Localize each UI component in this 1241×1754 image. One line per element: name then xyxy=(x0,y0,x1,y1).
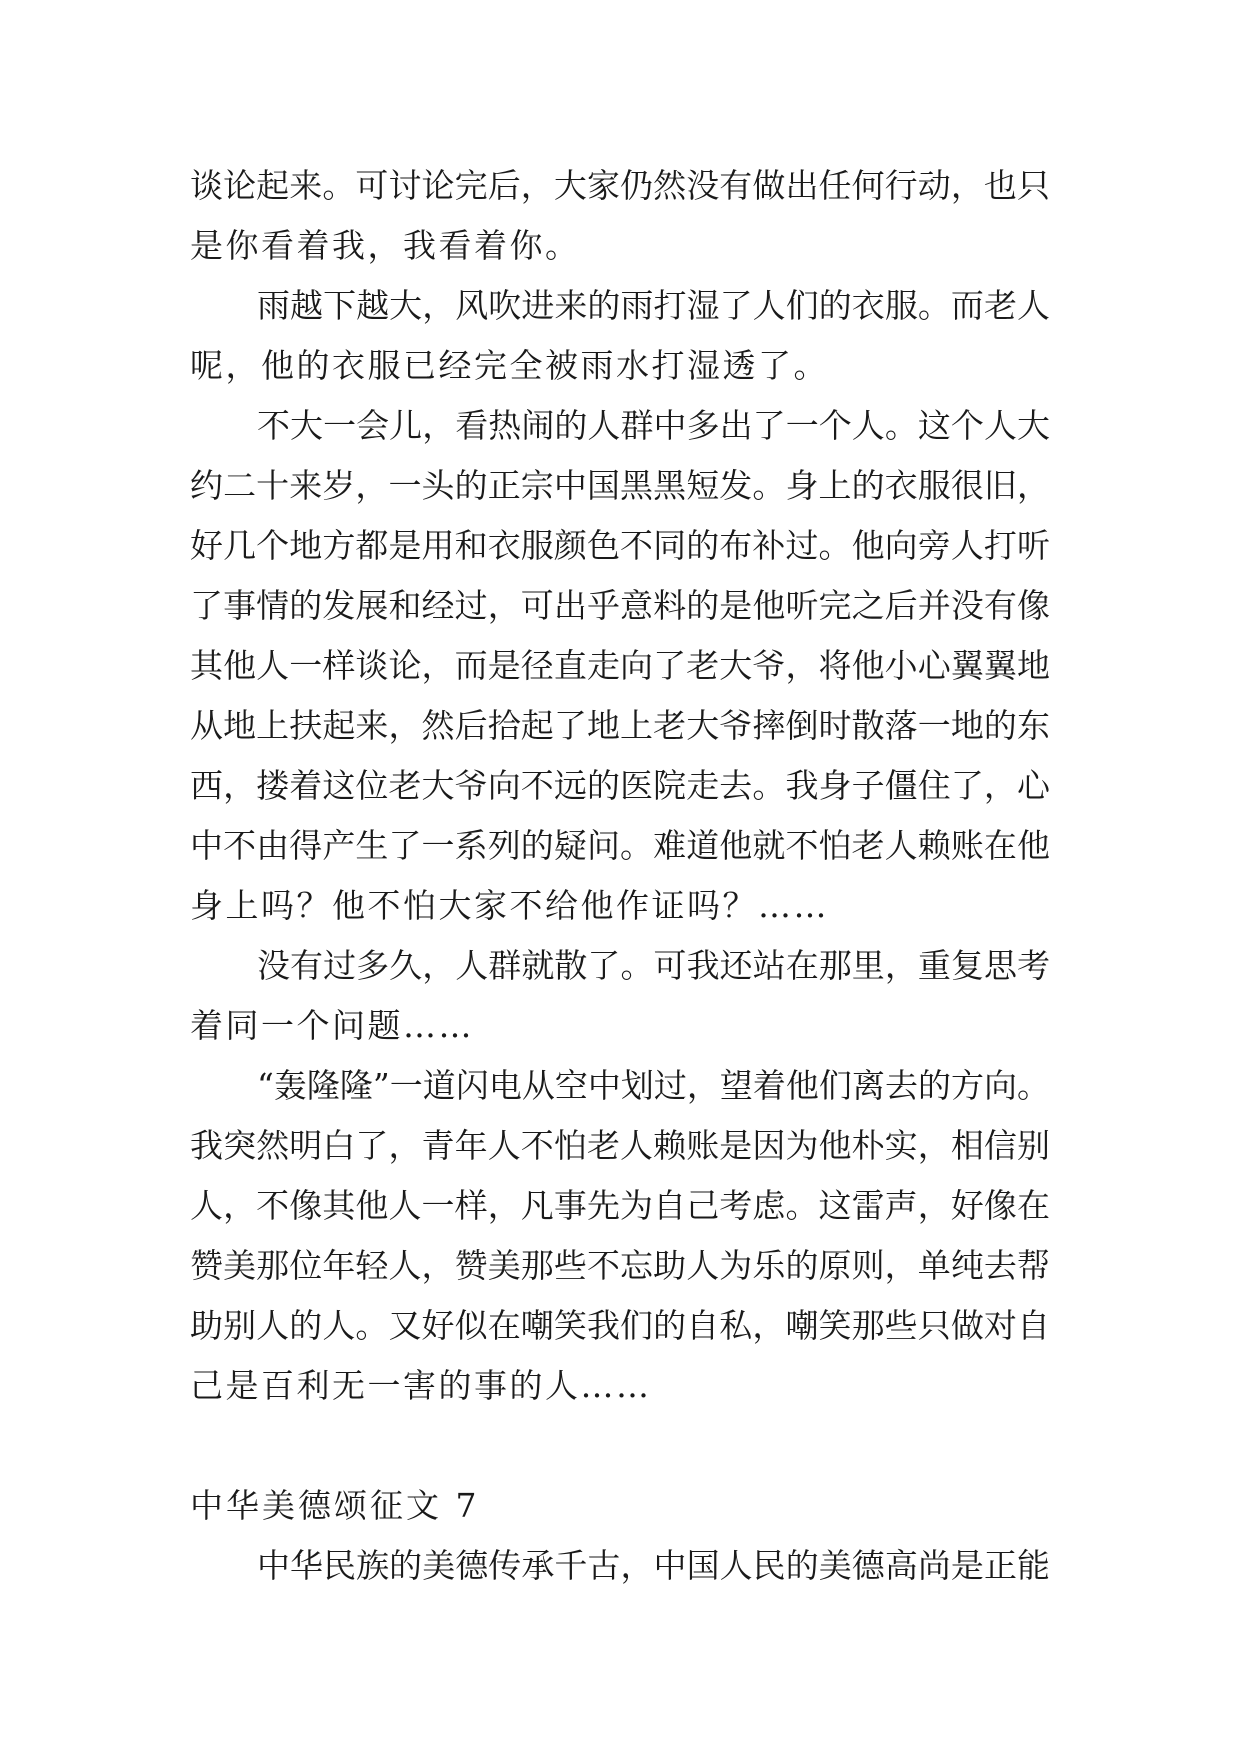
paragraph-line: 从地上扶起来，然后拾起了地上老大爷摔倒时散落一地的东 xyxy=(190,706,1050,745)
paragraph-line: 中华民族的美德传承千古，中国人民的美德高尚是正能 xyxy=(257,1546,1050,1585)
paragraph-line: 身上吗？他不怕大家不给他作证吗？…… xyxy=(190,886,829,925)
paragraph-line: 呢，他的衣服已经完全被雨水打湿透了。 xyxy=(190,346,829,385)
paragraph-line: 不大一会儿，看热闹的人群中多出了一个人。这个人大 xyxy=(257,406,1050,445)
paragraph-line: 约二十来岁，一头的正宗中国黑黑短发。身上的衣服很旧， xyxy=(190,466,1050,505)
paragraph-line: 赞美那位年轻人，赞美那些不忘助人为乐的原则，单纯去帮 xyxy=(190,1246,1050,1285)
paragraph-line: 好几个地方都是用和衣服颜色不同的布补过。他向旁人打听 xyxy=(190,526,1050,565)
paragraph-line: 没有过多久，人群就散了。可我还站在那里，重复思考 xyxy=(257,946,1050,985)
paragraph-line: 人，不像其他人一样，凡事先为自己考虑。这雷声，好像在 xyxy=(190,1186,1050,1225)
paragraph-line: 着同一个问题…… xyxy=(190,1006,474,1045)
paragraph-line: 助别人的人。又好似在嘲笑我们的自私，嘲笑那些只做对自 xyxy=(190,1306,1050,1345)
paragraph-line: 我突然明白了，青年人不怕老人赖账是因为他朴实，相信别 xyxy=(190,1126,1050,1165)
paragraph-line: 其他人一样谈论，而是径直走向了老大爷，将他小心翼翼地 xyxy=(190,646,1050,685)
paragraph-line: 己是百利无一害的事的人…… xyxy=(190,1366,652,1405)
paragraph-line: 是你看着我，我看着你。 xyxy=(190,226,581,265)
paragraph-line: 西，搂着这位老大爷向不远的医院走去。我身子僵住了，心 xyxy=(190,766,1050,805)
paragraph-line: “轰隆隆”一道闪电从空中划过，望着他们离去的方向。 xyxy=(257,1066,1050,1105)
paragraph-line: 雨越下越大，风吹进来的雨打湿了人们的衣服。而老人 xyxy=(257,286,1050,325)
paragraph-line: 谈论起来。可讨论完后，大家仍然没有做出任何行动，也只 xyxy=(190,166,1050,205)
paragraph-line: 中不由得产生了一系列的疑问。难道他就不怕老人赖账在他 xyxy=(190,826,1050,865)
section-heading: 中华美德颂征文 7 xyxy=(190,1486,480,1525)
paragraph-line: 了事情的发展和经过，可出乎意料的是他听完之后并没有像 xyxy=(190,586,1050,625)
